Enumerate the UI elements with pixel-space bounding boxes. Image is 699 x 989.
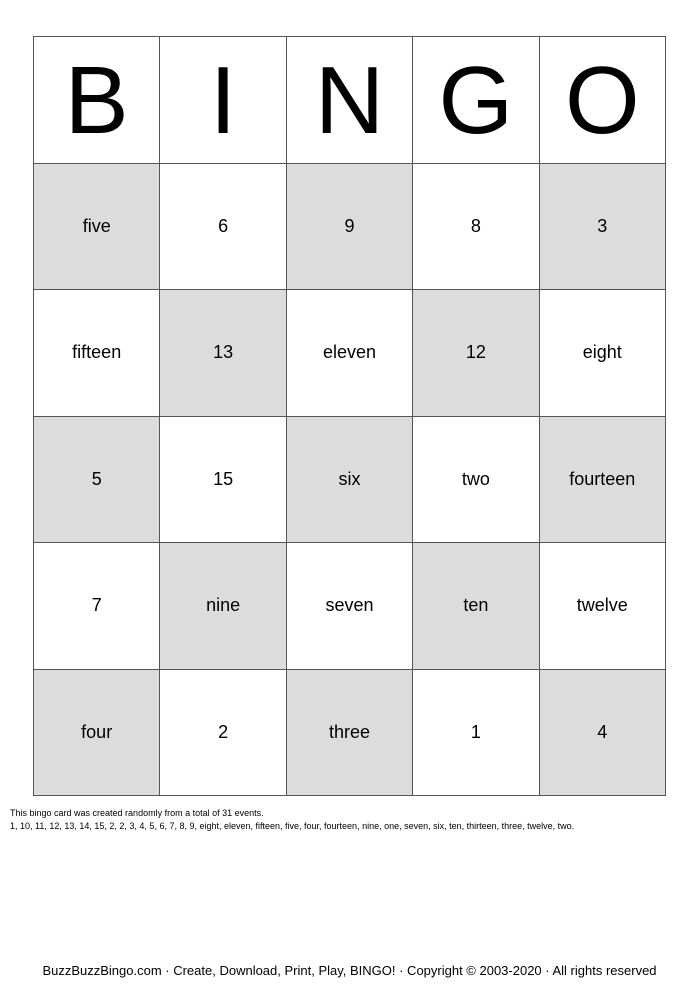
bingo-cell: 3 — [540, 164, 666, 291]
event-list-text: 1, 10, 11, 12, 13, 14, 15, 2, 2, 3, 4, 5, 6, 7, 8, 9, eight, eleven, fifteen, five, four, fourteen, nine, one, seven, six, ten, thirteen, three, twelve, two. — [10, 821, 575, 831]
header-letter-b: B — [34, 37, 160, 164]
header-letter-i: I — [160, 37, 286, 164]
bingo-card — [33, 36, 666, 796]
bingo-cell: 2 — [160, 670, 286, 797]
bingo-cell: 9 — [287, 164, 413, 291]
bingo-cell: 7 — [34, 543, 160, 670]
bingo-cell: 13 — [160, 290, 286, 417]
bingo-cell: five — [34, 164, 160, 291]
bingo-cell: seven — [287, 543, 413, 670]
card-info-text: This bingo card was created randomly from a total of 31 events. — [10, 808, 264, 818]
bingo-cell: fifteen — [34, 290, 160, 417]
bingo-cell: twelve — [540, 543, 666, 670]
bingo-cell: eleven — [287, 290, 413, 417]
bingo-cell: three — [287, 670, 413, 797]
header-letter-n: N — [287, 37, 413, 164]
bingo-cell: two — [413, 417, 539, 544]
bingo-cell: 8 — [413, 164, 539, 291]
bingo-cell: 15 — [160, 417, 286, 544]
header-letter-g: G — [413, 37, 539, 164]
bingo-cell: 6 — [160, 164, 286, 291]
bingo-cell: nine — [160, 543, 286, 670]
bingo-cell: eight — [540, 290, 666, 417]
bingo-cell: fourteen — [540, 417, 666, 544]
bingo-cell: 1 — [413, 670, 539, 797]
header-letter-o: O — [540, 37, 666, 164]
bingo-cell: 4 — [540, 670, 666, 797]
footer-credit: BuzzBuzzBingo.com · Create, Download, Print, Play, BINGO! · Copyright © 2003-2020 · All rights reserved — [42, 963, 657, 978]
bingo-cell: 5 — [34, 417, 160, 544]
bingo-cell: six — [287, 417, 413, 544]
bingo-cell: ten — [413, 543, 539, 670]
bingo-cell: 12 — [413, 290, 539, 417]
bingo-cell: four — [34, 670, 160, 797]
